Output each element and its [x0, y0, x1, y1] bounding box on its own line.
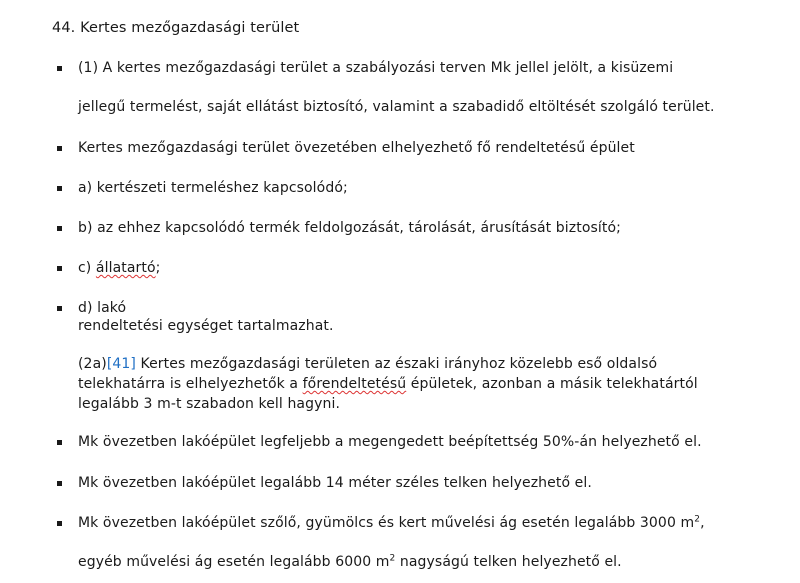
list-item-2: Kertes mezőgazdasági terület övezetében elhelyezhető fő rendeltetésű épület: [78, 140, 635, 156]
list-item-5: [78, 259, 160, 277]
paragraph-line-1-rest: Kertes mezőgazdasági területen az északi irányhoz közelebb eső oldalsó: [135, 356, 658, 372]
paragraph-line-1: [78, 355, 657, 373]
list-item-9-line-2-post: nagyságú telken helyezhető el.: [395, 554, 622, 570]
superscript: 2: [389, 553, 396, 564]
paragraph-line-2-post: épületek, azonban a másik telekhatártól: [406, 376, 698, 392]
list-item-9-line-2-pre: egyéb művelési ág esetén legalább 6000 m: [78, 554, 390, 570]
misspelled-word[interactable]: főrendeltetésű: [302, 376, 407, 392]
paragraph-line-2-pre: telekhatárra is elhelyezhetők a: [78, 376, 303, 392]
paragraph-line-2: [78, 375, 698, 393]
list-item-5-prefix: c): [78, 260, 96, 276]
paragraph-line-3: legalább 3 m-t szabadon kell hagyni.: [78, 396, 340, 412]
footnote-reference-link[interactable]: [41]: [106, 356, 136, 372]
list-item-9-line-2: [78, 553, 622, 571]
list-item-6-line-2: rendeltetési egységet tartalmazhat.: [78, 318, 334, 334]
list-item-1-line-2: jellegű termelést, saját ellátást biztosító, valamint a szabadidő eltöltését szolgáló terület.: [78, 99, 715, 115]
bullet-icon: [57, 306, 62, 311]
list-item-3: a) kertészeti termeléshez kapcsolódó;: [78, 180, 348, 196]
list-item-8: Mk övezetben lakóépület legalább 14 méter széles telken helyezhető el.: [78, 475, 592, 491]
list-item-6-line-1: d) lakó: [78, 300, 127, 316]
list-item-7: Mk övezetben lakóépület legfeljebb a megengedett beépítettség 50%-án helyezhető el.: [78, 434, 702, 450]
section-heading: 44. Kertes mezőgazdasági terület: [52, 20, 300, 36]
superscript: 2: [694, 514, 701, 525]
list-item-9-line-1-post: ,: [700, 515, 705, 531]
bullet-icon: [57, 226, 62, 231]
bullet-icon: [57, 521, 62, 526]
misspelled-word[interactable]: állatartó: [95, 260, 156, 276]
bullet-icon: [57, 146, 62, 151]
list-item-5-suffix: ;: [155, 260, 161, 276]
bullet-icon: [57, 186, 62, 191]
list-item-4: b) az ehhez kapcsolódó termék feldolgozását, tárolását, árusítását biztosító;: [78, 220, 621, 236]
bullet-icon: [57, 440, 62, 445]
list-item-1-line-1: (1) A kertes mezőgazdasági terület a szabályozási terven Mk jellel jelölt, a kisüzemi: [78, 60, 674, 76]
list-item-9-line-1-pre: Mk övezetben lakóépület szőlő, gyümölcs és kert művelési ág esetén legalább 3000 m: [78, 515, 695, 531]
paragraph-lead: (2a): [78, 356, 107, 372]
bullet-icon: [57, 481, 62, 486]
list-item-9-line-1: [78, 514, 705, 532]
bullet-icon: [57, 266, 62, 271]
bullet-icon: [57, 66, 62, 71]
